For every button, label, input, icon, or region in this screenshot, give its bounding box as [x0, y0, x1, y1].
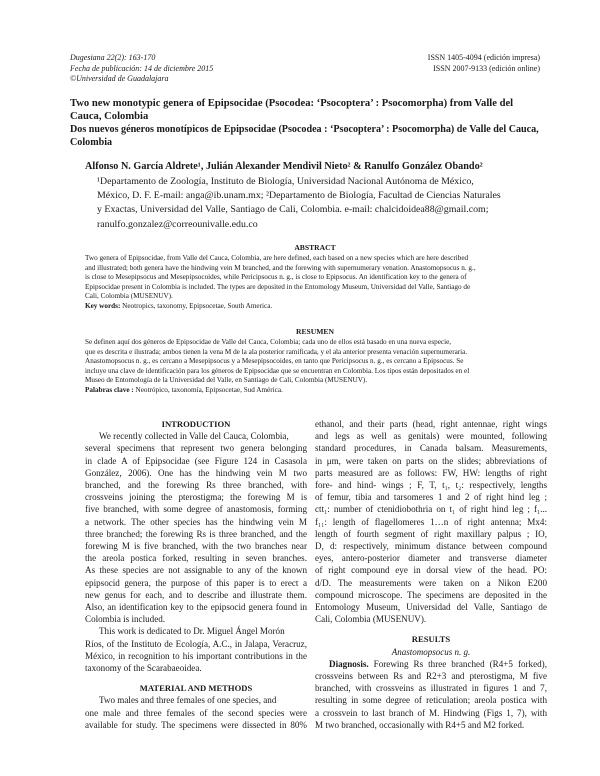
resumen-line: Museo de Entomología de la Universidad del Valle, en Santiago de Cali, Colombia (MUSENUV).: [85, 376, 368, 385]
intro-line: in clade A of Epipsocidae (see Figure 124 in Casasola: [85, 455, 307, 466]
genus-heading: Anastomopsocus n. g.: [391, 646, 471, 657]
intro-line: epipsocid genera, the purpose of this paper is to erect a: [85, 577, 307, 588]
copyright: ©Universidad de Guadalajara: [70, 74, 169, 83]
methods-line: one male and three females of the second species were: [85, 707, 307, 718]
intro-line: Also, an identification key to the epipsocid genera found in: [85, 602, 307, 613]
keywords-text: Neotropics, taxonomy, Epipsocetae, South America.: [122, 301, 273, 310]
affiliations: [85, 175, 550, 232]
methods-cont-line: fore- and hind- wings ; F, T, t₁, t₂: respectively, lengths: [315, 480, 547, 491]
keywords-label: Key words:: [85, 301, 121, 310]
abstract-line: and illustrated; both genera have the hindwing vein M branched, and the forewing with supernumerary venation. Anastomopsocus n. g.,: [85, 263, 476, 272]
dedication-line: This work is dedicated to Dr. Miguel Ángel Morón: [99, 626, 285, 637]
intro-line: three branched; the forewing Rs is three branched, and the: [85, 528, 307, 539]
intro-line: crossveins joining the pterostigma; the forewing M is: [85, 492, 307, 503]
dedication-line: taxonomy of the Scarabaeoidea.: [85, 663, 202, 674]
abstract-line: is close to Mesepipsocus and Mesepipsocoides, while Pericipsocus n. g., is close to Epipsocus. An identification key to the genera of: [85, 273, 467, 282]
abstract-line: Two genera of Epipsocidae, from Valle del Cauca, Colombia, are here defined, each based on a new species which are here described: [85, 254, 469, 262]
spacer: [315, 625, 547, 633]
publication-date: Fecha de publicación: 14 de diciembre 2015: [70, 63, 214, 73]
journal-citation: [70, 53, 213, 85]
affiliation-line: ¹Departamento de Zoología, Instituto de Biología, Universidad Nacional Autónoma de México,: [97, 176, 474, 187]
left-column: [85, 418, 307, 731]
methods-line: available for study. The specimens were dissected in 80%: [85, 719, 307, 730]
methods-cont-line: compound microscope. The specimens are deposited in the: [315, 589, 547, 600]
palabras-clave-text: Neotrópico, taxonomía, Epipsocetae, Sud América.: [135, 385, 283, 394]
diagnosis-line: crossveins between Rs and R2+3 and pterostigma, M five: [315, 671, 547, 682]
intro-line: We recently collected in Valle del Cauca, Colombia,: [99, 431, 289, 442]
diagnosis-line: a crossvein to last branch of M. Hindwing (Figs 1, 7), with: [315, 707, 547, 718]
methods-cont-line: ethanol, and their parts (head, right antennae, right wings: [315, 419, 547, 429]
methods-cont-line: standard procedures, in Canada balsam. Measurements,: [315, 443, 547, 454]
intro-line: forewing M is five branched, with the two branches near: [85, 541, 307, 552]
intro-line: a network. The other species has the hindwing vein M: [85, 516, 307, 527]
spacer: [85, 674, 307, 682]
intro-line: As these species are not assignable to any of the known: [85, 565, 307, 576]
abstract-heading: ABSTRACT: [294, 243, 336, 252]
dedication-line: México, in recognition to his important contributions in the: [85, 650, 307, 661]
resumen-line: incluye una clave de identificación para los géneros de Epipsocidae que se encuentran en Colombia. Los tipos están depositados en el: [85, 366, 470, 375]
diagnosis-line: resulting in some degree of reticulation; areola postica with: [315, 695, 547, 706]
resumen-heading: RESUMEN: [296, 327, 334, 336]
intro-line: branched, and the forewing Rs three branched, with: [85, 480, 307, 491]
methods-cont-line: ctt₁: number of ctenidiobothria on t₁ of right hind leg ; f₁...: [315, 504, 547, 515]
issn-print: ISSN 1405-4094 (edición impresa): [427, 53, 540, 62]
methods-cont-line: in μm, were taken on parts on the slides; abbreviations of: [315, 455, 547, 466]
methods-line: Two males and three females of one species, and: [99, 695, 277, 706]
diagnosis-line: [315, 658, 547, 670]
affiliation-line: ranulfo.gonzalez@correounivalle.edu.co: [97, 218, 258, 230]
intro-line: González, 2006). One has the hindwing vein M two: [85, 467, 307, 478]
diagnosis-text: Forewing Rs three branched (R4+5 forked),: [373, 658, 547, 669]
resumen-keywords: [85, 386, 545, 396]
abstract-keywords: [85, 302, 545, 312]
methods-cont-line: of right compound eye in dorsal view of the head. PO:: [315, 565, 547, 576]
intro-line: new genus for each, and to describe and illustrate them.: [85, 589, 307, 600]
results-heading: RESULTS: [411, 634, 451, 645]
palabras-clave-label: Palabras clave :: [85, 385, 134, 394]
resumen-line: Se definen aquí dos géneros de Epipsocidae de Valle del Cauca, Colombia; cada uno de ellos está basado en una nueva especie,: [85, 338, 452, 346]
diagnosis-line: branched, with crossveins as illustrated in figures 1 and 7,: [315, 683, 547, 694]
title-english: Two new monotypic genera of Epipsocidae (Psocodea: ‘Psocoptera’ : Psocomorpha) from Valle del Cauca, Colombia: [70, 98, 514, 122]
title-spanish: Dos nuevos géneros monotípicos de Epipsocidae (Psocodea : ‘Psocoptera’ : Psocomorpha) de Valle del Cauca, Colombia: [70, 124, 539, 148]
resumen-line: Anastomopsocus n. g., es cercano a Mesepipsocus y a Mesepipsocoides, en tanto que Pericipsocus n. g., es cercano a Epipsocus. Se: [85, 357, 464, 366]
affiliation-line: y Exactas, Universidad del Valle, Santiago de Cali, Colombia. e-mail: chalcidoidea88@gmail.com;: [97, 204, 489, 216]
methods-cont-line: Cali, Colombia (MUSENUV).: [315, 614, 427, 625]
affiliation-line: México, D. F. E-mail: anga@ib.unam.mx; ²Departamento de Biología, Facultad de Ciencias Naturales: [97, 190, 501, 202]
intro-line: Colombia is included.: [85, 614, 166, 625]
issn-online: ISSN 2007-9133 (edición online): [433, 63, 540, 73]
abstract-line: Cali, Colombia (MUSENUV).: [85, 292, 173, 301]
resumen-line: que es descrita e ilustrada; ambos tienen la vena M de la ala posterior ramificada, y el ala anterior presenta venación supernumeraria.: [85, 347, 468, 356]
methods-cont-line: length of fourth segment of right maxillary palpus ; IO,: [315, 528, 547, 539]
methods-cont-line: f₁₁: length of flagellomeres 1…n of right antenna; Mx4:: [315, 516, 547, 527]
methods-cont-line: of femur, tibia and tarsomeres 1 and 2 of right hind leg ;: [315, 492, 547, 503]
abstract-body: [85, 254, 545, 312]
abstract-line: Epipsocidae present in Colombia is included. The types are deposited in the Entomology Museum, Universidad del Valle, Santiago de: [85, 282, 471, 291]
diagnosis-label: Diagnosis.: [329, 658, 369, 669]
introduction-heading: INTRODUCTION: [161, 419, 231, 429]
authors: Alfonso N. García Aldrete¹, Julián Alexander Mendivil Nieto² & Ranulfo González Obando²: [85, 161, 483, 172]
intro-line: the areola postica forked, resulting in seven branches.: [85, 553, 307, 564]
issn-block: [428, 53, 540, 74]
methods-cont-line: d/D. The measurements were taken on a Nikon E200: [315, 577, 547, 588]
methods-heading: MATERIAL AND METHODS: [139, 683, 253, 694]
methods-cont-line: Entomology Museum, Universidad del Valle, Santiago de: [315, 602, 547, 613]
resumen-body: [85, 338, 545, 396]
journal-volume: Dugesiana 22(2): 163-170: [70, 53, 156, 62]
right-column: [315, 418, 547, 731]
methods-cont-line: and legs as well as genitals) were mounted, following: [315, 431, 547, 442]
diagnosis-line: M two branched, occasionally with R4+5 and M2 forked.: [315, 719, 525, 730]
dedication-line: Ríos, of the Instituto de Ecología, A.C., in Jalapa, Veracruz,: [85, 638, 307, 649]
methods-cont-line: eyes, antero-posterior diameter and transverse diameter: [315, 553, 547, 564]
methods-cont-line: D, d: respectively, minimum distance between compound: [315, 541, 547, 552]
methods-cont-line: parts measured are as follows: FW, HW: lengths of right: [315, 467, 547, 478]
intro-line: five branched, with some degree of anastomosis, forming: [85, 504, 307, 515]
intro-line: several specimens that represent two genera belonging: [85, 443, 307, 454]
